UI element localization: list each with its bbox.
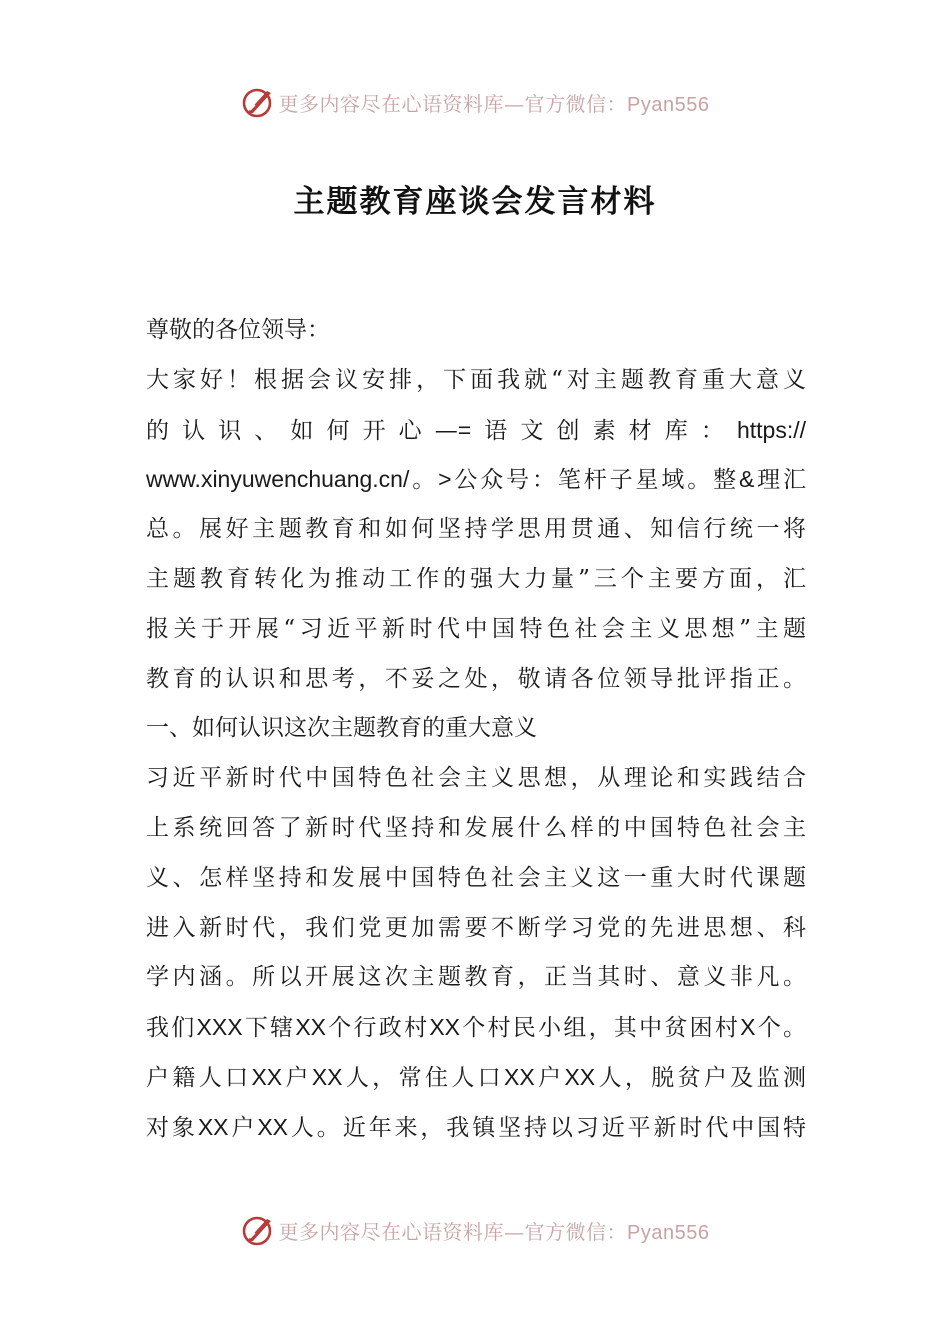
document-body — [146, 306, 806, 1153]
quill-logo-icon — [241, 1213, 275, 1247]
body-line: 义、怎样坚持和发展中国特色社会主义这一重大时代课题 — [146, 864, 806, 891]
body-line: 报关于开展“习近平新时代中国特色社会主义思想”主题 — [146, 615, 806, 642]
body-line: 主题教育转化为推动工作的强大力量”三个主要方面，汇 — [146, 565, 806, 592]
banner-text: 更多内容尽在心语资料库—官方微信：Pyan556 — [278, 1219, 710, 1244]
banner-text: 更多内容尽在心语资料库—官方微信：Pyan556 — [278, 91, 710, 116]
body-line: 习近平新时代中国特色社会主义思想，从理论和实践结合 — [146, 765, 806, 792]
header-watermark-banner — [0, 82, 950, 122]
body-line: 的认识、如何开心—=语文创素材库：https:// — [146, 416, 806, 444]
body-line: 进入新时代，我们党更加需要不断学习党的先进思想、科 — [146, 914, 806, 941]
body-line: 总。展好主题教育和如何坚持学思用贯通、知信行统一将 — [146, 516, 806, 543]
body-line: 上系统回答了新时代坚持和发展什么样的中国特色社会主 — [146, 814, 806, 841]
body-line: 大家好！根据会议安排，下面我就“对主题教育重大意义 — [146, 366, 806, 393]
section-heading: 一、如何认识这次主题教育的重大意义 — [146, 715, 537, 742]
body-line: 对象XX户XX人。近年来，我镇坚持以习近平新时代中国特 — [146, 1113, 806, 1141]
body-line: 学内涵。所以开展这次主题教育，正当其时、意义非凡。 — [146, 964, 806, 991]
body-line: www.xinyuwenchuang.cn/。>公众号：笔杆子星域。整&理汇 — [146, 466, 806, 494]
quill-logo-icon — [241, 85, 275, 119]
footer-watermark-banner — [0, 1210, 950, 1250]
body-line: 教育的认识和思考，不妥之处，敬请各位领导批评指正。 — [146, 665, 806, 692]
body-line: 我们XXX下辖XX个行政村XX个村民小组，其中贫困村X个。 — [146, 1014, 806, 1042]
body-line: 尊敬的各位领导： — [146, 317, 330, 343]
document-title: 主题教育座谈会发言材料 — [293, 184, 657, 220]
body-line: 户籍人口XX户XX人，常住人口XX户XX人，脱贫户及监测 — [146, 1063, 806, 1091]
